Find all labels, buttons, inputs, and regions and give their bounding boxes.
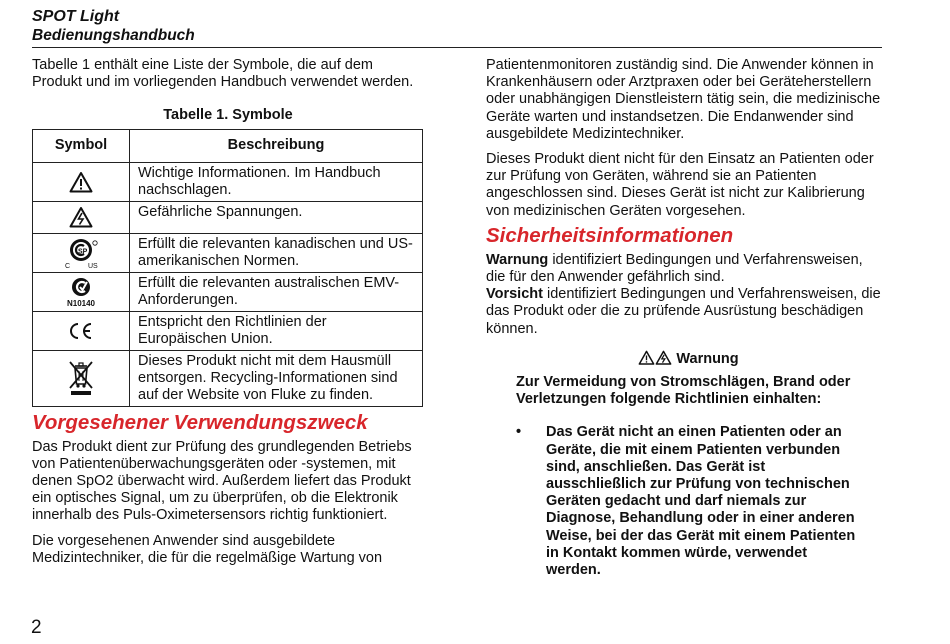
intended-use-paragraph-2: Die vorgesehenen Anwender sind ausgebildete Medizintechniker, die für die regelmäßige Wartung von	[32, 532, 383, 566]
svg-text:SP: SP	[78, 248, 88, 256]
table-row-description: Erfüllt die relevanten kanadischen und US-amerikanischen Normen.	[130, 233, 423, 272]
right-column	[486, 57, 884, 579]
intended-use-paragraph-1: Das Produkt dient zur Prüfung des grundlegenden Betriebs von Patientenüberwachungsgeräten oder -systemen, mit denen SpO2 überwacht wird. Außerdem liefert das Produkt ein optisches Signal, um zu überprüfen, ob die Elektronik innerhalb des Puls-Oximetersensors richtig funktioniert.	[32, 438, 412, 524]
not-for-patients-paragraph: Dieses Produkt dient nicht für den Einsatz an Patienten oder zur Prüfung von Geräten, während sie an Patienten angeschlossen sind. Dieses Gerät ist nicht zur Kalibrierung von medizinischen Geräten vorgesehen.	[486, 151, 874, 219]
warnung-definition	[486, 252, 884, 286]
c-tick-icon	[58, 275, 104, 309]
vorsicht-term: Vorsicht	[486, 286, 543, 303]
warnung-term: Warnung	[486, 251, 549, 268]
document-subtitle: Bedienungshandbuch	[32, 27, 195, 44]
table-row	[33, 162, 423, 201]
vorsicht-definition	[486, 286, 884, 338]
left-column	[32, 57, 424, 567]
header-rule	[32, 47, 882, 48]
symbol-column-header: Symbol	[33, 129, 130, 162]
table-row-description: Dieses Produkt nicht mit dem Hausmüll entsorgen. Recycling-Informationen sind auf der Website von Fluke zu finden.	[130, 350, 423, 406]
warning-box	[516, 350, 861, 579]
table-row	[33, 350, 423, 406]
high-voltage-icon	[655, 350, 672, 365]
warning-triangle-icon	[638, 350, 655, 365]
list-item-text: Das Gerät nicht an einen Patienten oder an Geräte, die mit einem Patienten verbunden sind, anschließen. Das Gerät ist ausschließlich zur Prüfung von technischen Geräten gedacht und darf niemals zur Diagnose, Behandlung oder in einer anderen Weise, bei der das Gerät mit einem Patienten in Kontakt kommen würde, verwendet werden.	[546, 424, 856, 579]
high-voltage-icon	[69, 206, 93, 228]
table-row-description: Wichtige Informationen. Im Handbuch nachschlagen.	[130, 162, 423, 201]
table-title: Tabelle 1. Symbole	[163, 107, 293, 124]
intended-users-paragraph: Patientenmonitoren zuständig sind. Die Anwender können in Krankenhäusern oder Arztpraxen oder bei Geräteherstellern oder unabhängigen Dienstleistern tätig sein, die medizinische Geräte warten und instandsetzen. Die Endanwender sind ausgebildete Medizintechniker.	[486, 57, 881, 142]
table-row	[33, 272, 423, 311]
description-column-header: Beschreibung	[130, 129, 423, 162]
csa-c-label: C	[65, 262, 71, 270]
warning-heading-label: Warnung	[676, 350, 739, 367]
table-row	[33, 233, 423, 272]
csa-mark-icon	[61, 236, 101, 270]
bullet-marker: •	[516, 424, 522, 441]
c-tick-label: N10140	[66, 298, 96, 308]
weee-bin-icon	[66, 358, 96, 398]
table-row	[33, 311, 423, 350]
page-number: 2	[31, 617, 42, 638]
vorsicht-definition-text: identifiziert Bedingungen und Verfahrensweisen, die das Produkt oder die zu prüfende Ausrüstung beschädigen können.	[486, 286, 881, 337]
table-intro-paragraph: Tabelle 1 enthält eine Liste der Symbole, die auf dem Produkt und im vorliegenden Handbuch verwendet werden.	[32, 57, 414, 91]
document-title: SPOT Light	[32, 8, 120, 25]
warnung-definition-text: identifiziert Bedingungen und Verfahrensweisen, die für den Anwender gefährlich sind.	[486, 251, 863, 286]
warning-intro: Zur Vermeidung von Stromschlägen, Brand oder Verletzungen folgende Richtlinien einhalten:	[516, 374, 851, 408]
table-header-row	[33, 129, 423, 162]
ce-mark-icon	[66, 320, 96, 342]
table-row-description: Gefährliche Spannungen.	[130, 201, 423, 233]
table-row-description: Entspricht den Richtlinien der Europäischen Union.	[130, 311, 423, 350]
section-title-intended-use: Vorgesehener Verwendungszweck	[32, 410, 368, 434]
page-header	[32, 7, 882, 45]
list-item	[516, 424, 861, 579]
symbol-table	[32, 129, 423, 407]
warning-heading	[516, 350, 861, 368]
table-row	[33, 201, 423, 233]
warning-triangle-icon	[69, 171, 93, 193]
section-title-safety: Sicherheitsinformationen	[486, 223, 734, 247]
csa-us-label: US	[88, 262, 98, 270]
table-row-description: Erfüllt die relevanten australischen EMV-Anforderungen.	[130, 272, 423, 311]
